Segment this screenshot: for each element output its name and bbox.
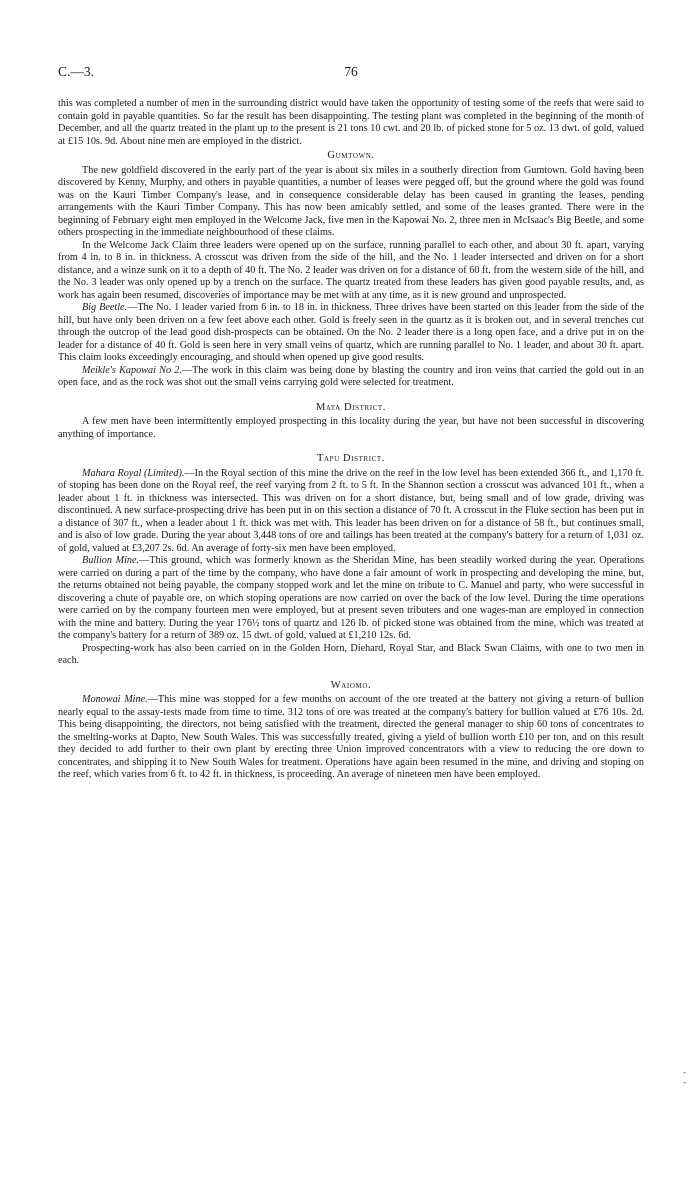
document-code: C.—3. (58, 64, 95, 79)
mahara-royal-text: —In the Royal section of this mine the drive on the reef in the low level has been extended 366 ft., and 1,170 ft. of stoping has been done on the Royal reef, the reef varying from 2 ft. to 5 ft. In the Shannon section a crosscut was advanced 101 ft., when a leader about 1 ft. in thickness was intersected. This was driven on for a short distance, but, being small and of low grade, driving was discontinued. A new surface-prospecting drive has been put in on this section a distance of 70 ft. A crosscut in the Fluke section has been put in a distance of 307 ft., when a leader about 1 ft. thick was met with. This leader has been driven on for a distance of 58 ft., but continues small, and is also of low grade. During the year about 3,448 tons of ore and tailings has been treated at the company's battery for a return of 1,031 oz. of gold, valued at £3,207 2s. 6d. An average of forty-six men have been employed. (58, 467, 644, 554)
big-beetle-title: Big Beetle. (82, 302, 128, 313)
gumtown-paragraph-3 (58, 302, 644, 365)
page-number: 76 (344, 64, 358, 79)
monowai-mine-title: Monowai Mine. (82, 694, 148, 705)
bullion-mine-text: —This ground, which was formerly known as the Sheridan Mine, has been steadily worked during the year. Operations were carried on during a part of the time by the company, who have done a fair amount of work in prospecting and developing the mine, but, the returns obtained not being payable, the company stopped work and let the mine on tribute to C. Manuel and party, who were successful in discovering a chute of payable ore, on which stoping operations are now carried on over the back of the low level. During the time operations were carried on by the company fourteen men were employed, but at present seven tributers and one wages-man are employed in connection with the mine and battery. During the year 176½ tons of quartz and 126 lb. of picked stone was obtained from the mine, which was treated at the company's battery for a return of 389 oz. 15 dwt. of gold, valued at £1,210 12s. 6d. (58, 555, 645, 641)
mata-paragraph: A few men have been intermittently employed prospecting in this locality during the year, but have not been successful in discovering anything of importance. (58, 416, 644, 440)
kapowai-title: Meikle's Kapowai No 2. (82, 364, 182, 376)
tapu-paragraph-3: Prospecting-work has also been carried on in the Golden Horn, Diehard, Royal Star, and Black Swan Claims, with one to two men in each. (58, 642, 644, 666)
margin-mark: ‐ ‐ (683, 1067, 686, 1087)
intro-paragraph: this was completed a number of men in the surrounding district would have taken the opportunity of testing some of the reefs that were said to contain gold in payable quantities. So far the result has been disappointing. The testing plant was completed in the beginning of the month of December, and all the quartz treated in the plant up to the present is 21 tons 10 cwt. and 20 lb. of picked stone for 5 oz. 13 dwt. of gold, valued at £15 10s. 9d. About nine men are employed in the district. (58, 98, 644, 147)
mahara-royal-title: Mahara Royal (Limited). (82, 467, 185, 479)
body-text (58, 98, 644, 782)
kapowai-text: —The work in this claim was being done by blasting the country and iron veins that carried the gold out in an open face, and as the rock was shot out the small veins carrying gold were selected for treatment. (58, 364, 644, 388)
gumtown-paragraph-2: In the Welcome Jack Claim three leaders were opened up on the surface, running parallel to each other, and about 30 ft. apart, varying from 4 in. to 8 in. in thickness. A crosscut was driven from the side of the hill, and the No. 1 leader intersected and driven on for a short distance, and a winze sunk on it to a depth of 40 ft. The No. 2 leader was driven on for a distance of 60 ft. from the western side of the hill, and the No. 3 leader was only opened up by a trench on the surface. The quartz treated from these leaders has given good payable results, and, as work has again been resumed, discoveries of importance may be met with at any time, as it is new ground and unprospected. (58, 239, 644, 301)
gumtown-paragraph-4 (58, 365, 644, 390)
big-beetle-text: —The No. 1 leader varied from 6 in. to 18 in. in thickness. Three drives have been started on this leader from the side of the hill, but have only been driven on a few feet above each other. Gold is freely seen in the quartz as it is broken out, and in several trenches cut through the outcrop of the lead good dish-prospects can be obtained. On the No. 2 leader there is a long open face, and a drive put in on the leader for a distance of 40 ft. Gold is seen here in very small veins of quartz, which are running parallel to No. 1 leader, and about 30 ft. apart. This claim looks exceedingly encouraging, and should when opened up give good results. (58, 302, 644, 363)
heading-waiomo: Waiomo. (330, 679, 372, 691)
tapu-paragraph-1 (58, 468, 644, 556)
gumtown-paragraph-1: The new goldfield discovered in the early part of the year is about six miles in a southerly direction from Gumtown. Gold having been discovered by Kenny, Murphy, and others in payable quantities, a number of leases were pegged off, but the ground where the gold was found was on the Kauri Timber Company's lease, and in consequence considerable delay has been caused in granting the leases, pending arrangements with the Kauri Timber Company. This has now been amicably settled, and some of the leases granted. There were in the beginning of February eight men employed in the Welcome Jack, five men in the Kapowai No. 2, three men in McIsaac's Big Beetle, and some others prospecting in the immediate neighbourhood of these claims. (58, 164, 644, 238)
running-head (58, 64, 644, 84)
heading-tapu-district: Tapu District. (316, 453, 386, 464)
monowai-mine-text: —This mine was stopped for a few months on account of the ore treated at the battery not giving a return of bullion nearly equal to the assay-tests made from time to time. 312 tons of ore was treated at the company's battery for bullion valued at £76 10s. 2d. This being disappointing, the directors, not being satisfied with the treatment, directed the general manager to ship 60 tons of concentrates to the smelting-works at Dapto, New South Wales. This was successfully treated, giving a yield of bullion worth £10 per ton, and on this result they decided to add further to their own plant by erecting three Union improved concentrators with a view to reducing the ore down to concentrates, and shipping it to New South Wales for treatment. Operations have again been resumed in the mine, and driving and stoping on the reef, which varies from 6 ft. to 42 ft. in thickness, is proceeding. An average of nineteen men have been employed. (58, 694, 645, 780)
waiomo-paragraph (58, 694, 644, 782)
tapu-paragraph-2 (58, 555, 644, 643)
bullion-mine-title: Bullion Mine. (82, 555, 140, 566)
heading-gumtown: Gumtown. (327, 150, 375, 161)
heading-mata-district: Mata District. (315, 401, 387, 413)
